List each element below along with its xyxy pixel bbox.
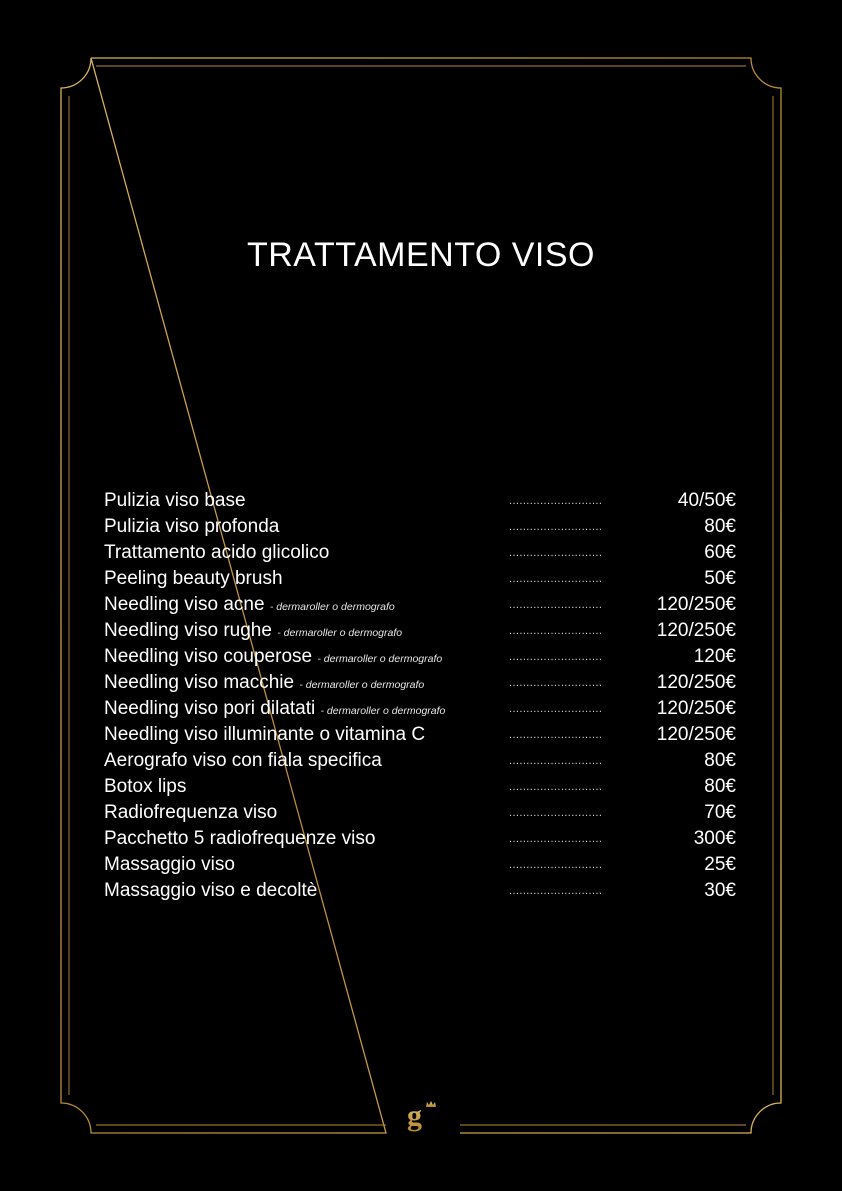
treatment-name-text: Needling viso pori dilatati <box>104 698 316 719</box>
treatment-row <box>104 540 736 566</box>
treatment-name-text: Pulizia viso profonda <box>104 516 280 537</box>
treatment-name-text: Pulizia viso base <box>104 490 246 511</box>
treatment-price: 300€ <box>693 828 736 849</box>
logo-letter: g <box>407 1099 422 1132</box>
dot-leader: ........................... <box>509 781 603 793</box>
treatment-name <box>104 826 375 852</box>
treatment-note: - dermaroller o dermografo <box>317 653 443 665</box>
dot-leader: ........................... <box>509 521 603 533</box>
treatment-row <box>104 878 736 904</box>
treatment-row <box>104 800 736 826</box>
treatment-note: - dermaroller o dermografo <box>299 679 425 691</box>
treatment-row <box>104 514 736 540</box>
treatment-name-text: Needling viso macchie <box>104 672 295 693</box>
brand-logo <box>404 1098 438 1136</box>
treatment-note: - dermaroller o dermografo <box>277 627 403 639</box>
treatment-name <box>104 722 425 748</box>
treatment-name-text: Needling viso couperose <box>104 646 313 667</box>
dot-leader: ........................... <box>509 547 603 559</box>
treatment-price: 80€ <box>704 750 736 771</box>
treatment-name <box>104 748 382 774</box>
treatment-name-text: Needling viso illuminante o vitamina C <box>104 724 426 745</box>
treatment-row <box>104 488 736 514</box>
treatment-row <box>104 826 736 852</box>
dot-leader: ........................... <box>509 573 603 585</box>
treatment-price: 120/250€ <box>656 620 736 641</box>
treatment-note: - dermaroller o dermografo <box>269 601 395 613</box>
dot-leader: ........................... <box>509 885 603 897</box>
treatment-name <box>104 670 424 698</box>
treatment-price: 40/50€ <box>677 490 736 511</box>
treatment-name <box>104 618 402 646</box>
dot-leader: ........................... <box>509 495 603 507</box>
treatment-name-text: Massaggio viso <box>104 854 235 875</box>
crown-icon <box>426 1101 436 1107</box>
treatment-name <box>104 540 329 566</box>
treatment-name-text: Radiofrequenza viso <box>104 802 278 823</box>
treatment-name-text: Botox lips <box>104 776 187 797</box>
treatment-name-text: Needling viso rughe <box>104 620 272 641</box>
treatment-price: 120/250€ <box>656 672 736 693</box>
page-title: TRATTAMENTO VISO <box>246 236 596 274</box>
treatment-row <box>104 748 736 774</box>
treatment-name <box>104 696 445 724</box>
treatment-name-text: Needling viso acne <box>104 594 265 615</box>
dot-leader: ........................... <box>509 859 603 871</box>
treatment-row <box>104 618 736 644</box>
treatment-name <box>104 774 186 800</box>
dot-leader: ........................... <box>509 807 603 819</box>
treatment-name <box>104 800 277 826</box>
treatment-row <box>104 670 736 696</box>
treatment-row <box>104 644 736 670</box>
treatment-name-text: Massaggio viso e decoltè <box>104 880 318 901</box>
treatment-price: 30€ <box>704 880 736 901</box>
treatment-name-text: Peeling beauty brush <box>104 568 283 589</box>
treatment-price: 120/250€ <box>656 698 736 719</box>
dot-leader: ........................... <box>509 651 603 663</box>
treatment-name <box>104 644 442 672</box>
treatment-row <box>104 592 736 618</box>
treatment-price: 80€ <box>704 776 736 797</box>
treatment-row <box>104 566 736 592</box>
dot-leader: ........................... <box>509 625 603 637</box>
treatment-price: 60€ <box>704 542 736 563</box>
dot-leader: ........................... <box>509 677 603 689</box>
treatment-list <box>104 488 736 904</box>
treatment-row <box>104 696 736 722</box>
treatment-note: - dermaroller o dermografo <box>320 705 446 717</box>
treatment-name <box>104 592 395 620</box>
dot-leader: ........................... <box>509 599 603 611</box>
treatment-price: 25€ <box>704 854 736 875</box>
treatment-row <box>104 852 736 878</box>
treatment-row <box>104 774 736 800</box>
treatment-name <box>104 514 279 540</box>
treatment-price: 120/250€ <box>656 594 736 615</box>
treatment-price: 50€ <box>704 568 736 589</box>
treatment-price: 120/250€ <box>656 724 736 745</box>
dot-leader: ........................... <box>509 703 603 715</box>
treatment-name-text: Trattamento acido glicolico <box>104 542 330 563</box>
treatment-name <box>104 488 246 514</box>
treatment-name <box>104 852 235 878</box>
treatment-name-text: Aerografo viso con fiala specifica <box>104 750 382 771</box>
treatment-name <box>104 878 317 904</box>
treatment-price: 80€ <box>704 516 736 537</box>
treatment-price: 70€ <box>704 802 736 823</box>
treatment-name <box>104 566 283 592</box>
dot-leader: ........................... <box>509 833 603 845</box>
treatment-row <box>104 722 736 748</box>
treatment-name-text: Pacchetto 5 radiofrequenze viso <box>104 828 376 849</box>
dot-leader: ........................... <box>509 729 603 741</box>
dot-leader: ........................... <box>509 755 603 767</box>
treatment-price: 120€ <box>693 646 736 667</box>
